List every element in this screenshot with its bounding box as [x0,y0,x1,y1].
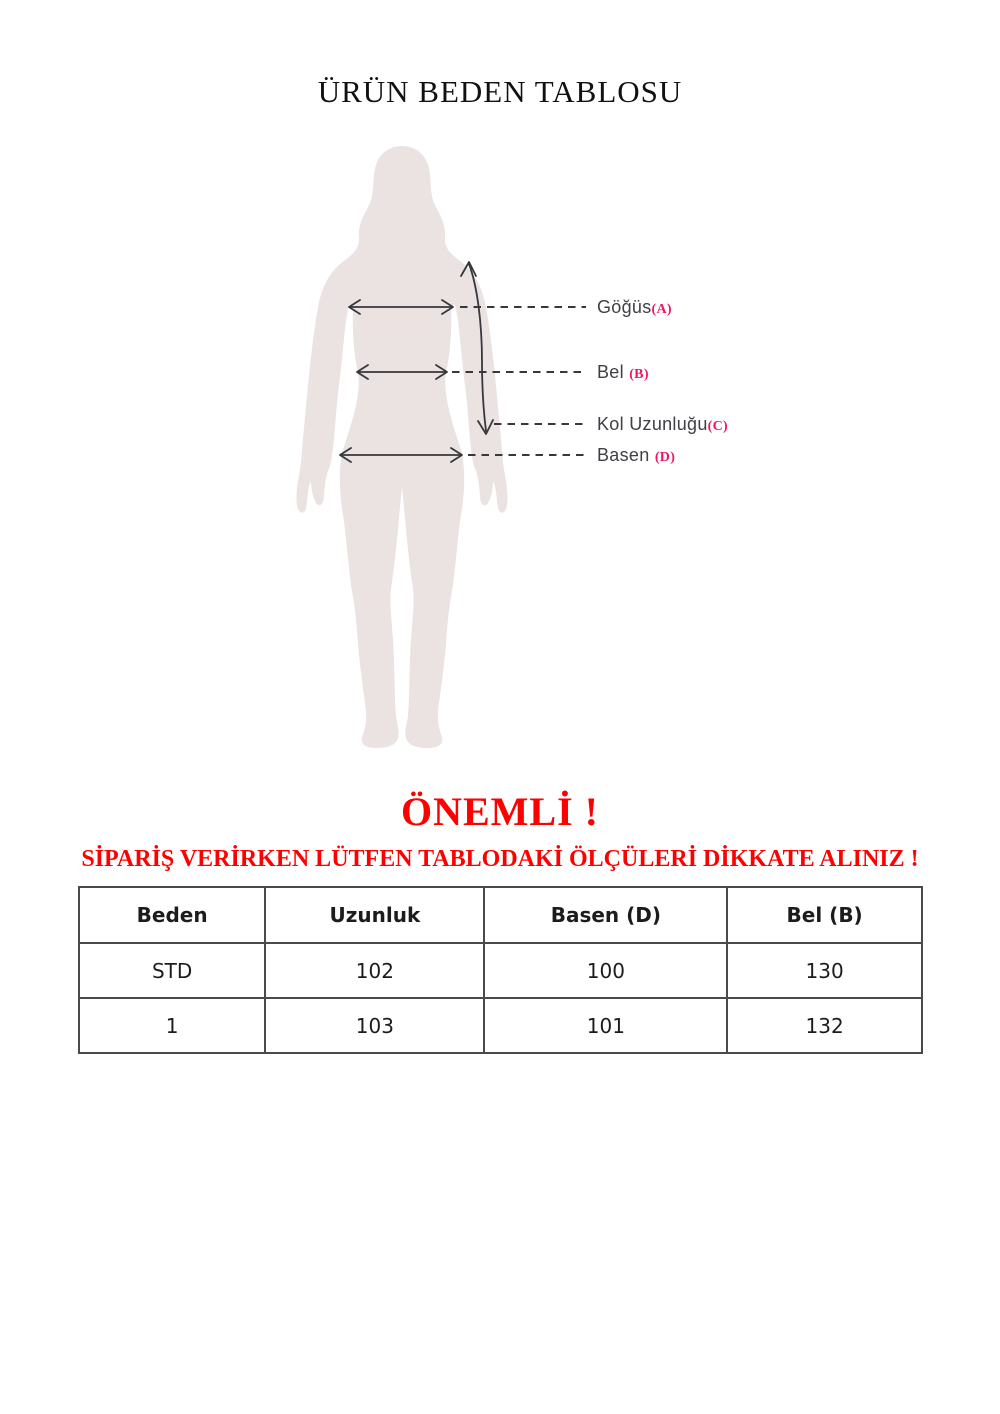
body-measurement-diagram [280,132,780,752]
measurement-code: (B) [629,367,649,382]
size-table-header-row [79,887,922,943]
measurement-code: (C) [707,419,729,434]
table-cell: 102 [265,943,484,998]
warning-text: SİPARİŞ VERİRKEN LÜTFEN TABLODAKİ ÖLÇÜLERİ DİKKATE ALINIZ ! [81,846,919,872]
measurement-label-arm-length [597,413,728,438]
measurement-code: (D) [654,450,676,465]
table-cell: STD [79,943,265,998]
table-cell: 132 [727,998,922,1053]
measurement-label-chest [597,296,672,321]
table-cell: 100 [484,943,727,998]
table-row [79,998,922,1053]
page-title: ÜRÜN BEDEN TABLOSU [317,74,683,109]
measurement-label-text: Göğüs [597,297,652,317]
measurement-label-waist [597,361,649,386]
measurement-code: (A) [651,302,672,317]
body-silhouette [296,146,507,748]
measurement-label-text: Bel [597,362,630,382]
measurement-label-hip [597,444,675,469]
measurement-label-text: Kol Uzunluğu [597,414,708,434]
header-cell-uzunluk: Uzunluk [265,887,484,943]
header-cell-bel: Bel (B) [727,887,922,943]
measurement-label-text: Basen [597,445,655,465]
header-cell-beden: Beden [79,887,265,943]
table-cell: 1 [79,998,265,1053]
header-cell-basen: Basen (D) [484,887,727,943]
table-cell: 101 [484,998,727,1053]
table-cell: 103 [265,998,484,1053]
table-row [79,943,922,998]
important-heading: ÖNEMLİ ! [401,789,599,834]
table-cell: 130 [727,943,922,998]
size-table [78,886,923,1054]
